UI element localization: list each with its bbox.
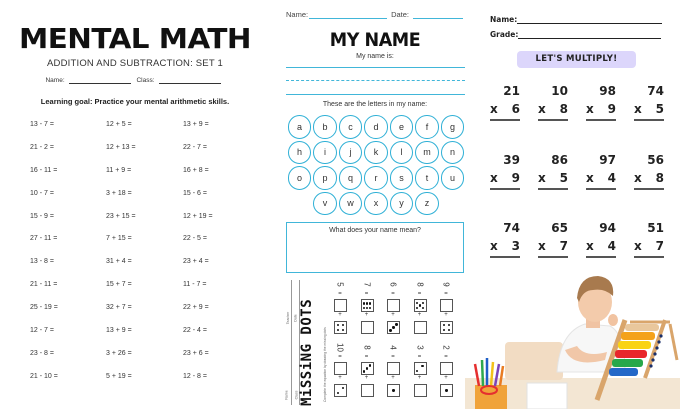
dice-box xyxy=(334,384,347,397)
letter-circle[interactable]: u xyxy=(441,166,465,190)
multiply-row xyxy=(470,153,680,198)
equals-sign: = xyxy=(391,291,395,297)
dot xyxy=(416,302,418,304)
equation-total: 9 xyxy=(441,282,451,287)
multiplier-row xyxy=(538,171,568,185)
letter-circle[interactable]: q xyxy=(339,166,363,190)
equation-total: 10 xyxy=(335,343,345,352)
letter-circle[interactable]: z xyxy=(415,192,439,216)
answer-line[interactable] xyxy=(586,188,616,190)
problem: 22 - 7 = xyxy=(183,143,207,151)
empty-dice-box[interactable] xyxy=(387,362,400,375)
problem: 13 - 8 = xyxy=(30,258,54,266)
problem: 15 + 7 = xyxy=(106,281,132,289)
dot xyxy=(419,304,421,306)
dice-box xyxy=(440,321,453,334)
letter-circle[interactable]: a xyxy=(288,115,312,139)
multiplicand: 39 xyxy=(503,153,520,167)
dice-box xyxy=(387,384,400,397)
problem: 23 + 15 = xyxy=(106,212,136,220)
dice-box xyxy=(361,362,374,375)
dots-equation xyxy=(332,341,348,403)
times-sign: x xyxy=(538,102,546,116)
multiplier-row xyxy=(538,239,568,253)
missing-dots-worksheet xyxy=(279,278,467,409)
letter-circle[interactable]: p xyxy=(313,166,337,190)
class-label: Class xyxy=(294,390,299,400)
answer-line[interactable] xyxy=(538,119,568,121)
name-meaning-box[interactable] xyxy=(286,222,464,273)
name-line[interactable] xyxy=(69,83,131,84)
dot xyxy=(421,365,423,367)
times-sign: x xyxy=(586,239,594,253)
problem: 16 + 8 = xyxy=(183,166,209,174)
multiply-problem xyxy=(634,84,664,121)
problem: 32 + 7 = xyxy=(106,304,132,312)
date-label: Date: xyxy=(391,10,410,19)
problem: 21 - 10 = xyxy=(30,372,58,380)
plus-sign: + xyxy=(364,312,369,318)
multiplicand: 74 xyxy=(647,84,664,98)
letter-row xyxy=(286,141,466,165)
multiplier-row xyxy=(586,171,616,185)
answer-line[interactable] xyxy=(634,188,664,190)
multiplicand: 74 xyxy=(503,221,520,235)
dot xyxy=(422,302,424,304)
dots-equation xyxy=(438,341,454,403)
letter-circle[interactable]: d xyxy=(364,115,388,139)
multiplier-row xyxy=(634,102,664,116)
dots-equation xyxy=(412,278,428,340)
dot xyxy=(337,329,339,331)
problem: 3 + 18 = xyxy=(106,189,132,197)
dot xyxy=(369,307,371,309)
multiplier: 7 xyxy=(559,239,568,253)
dot xyxy=(422,307,424,309)
dice-box xyxy=(440,384,453,397)
equation-total: 4 xyxy=(388,345,398,350)
date-label: Date xyxy=(293,314,298,322)
problem: 5 + 19 = xyxy=(106,372,132,380)
equation-total: 8 xyxy=(362,345,371,350)
multiply-problem xyxy=(586,153,616,190)
problem: 23 + 4 = xyxy=(183,258,209,266)
multiply-row xyxy=(470,84,680,129)
problem-row xyxy=(30,350,260,373)
multiplier: 4 xyxy=(607,171,616,185)
problem: 11 - 7 = xyxy=(183,281,207,289)
dots-equation xyxy=(438,278,454,340)
letter-circle[interactable]: v xyxy=(313,192,337,216)
multiply-problem xyxy=(586,221,616,258)
multiplier: 8 xyxy=(559,102,568,116)
letter-row xyxy=(286,192,466,216)
times-sign: x xyxy=(490,239,498,253)
multiplier: 8 xyxy=(655,171,664,185)
answer-line[interactable] xyxy=(586,119,616,121)
letter-circle[interactable]: s xyxy=(390,166,414,190)
dot xyxy=(363,307,365,309)
mental-math-subtitle: ADDITION AND SUBTRACTION: SET 1 xyxy=(47,58,223,69)
dot xyxy=(443,329,445,331)
equation-total: 2 xyxy=(441,345,451,350)
problem: 21 - 11 = xyxy=(30,281,58,289)
problem-row xyxy=(30,258,260,281)
dot xyxy=(445,389,447,391)
dot xyxy=(366,367,368,369)
dot xyxy=(342,329,344,331)
plus-sign: + xyxy=(391,312,395,318)
multiplicand: 56 xyxy=(647,153,664,167)
times-sign: x xyxy=(538,239,546,253)
multiply-problem xyxy=(538,221,568,258)
multiply-problem xyxy=(586,84,616,121)
times-sign: x xyxy=(538,171,546,185)
dot xyxy=(363,302,365,304)
dot xyxy=(389,329,391,331)
empty-dice-box[interactable] xyxy=(387,299,400,312)
problem: 22 - 5 = xyxy=(183,235,207,243)
letter-circle[interactable]: e xyxy=(390,115,414,139)
name-meaning-prompt: What does your name mean? xyxy=(329,227,421,234)
letter-circle[interactable]: f xyxy=(415,115,439,139)
multiplier: 9 xyxy=(511,171,520,185)
problem-row xyxy=(30,281,260,304)
problem: 15 - 9 = xyxy=(30,212,54,220)
equation-total: 8 xyxy=(415,282,424,287)
problem-row xyxy=(30,167,260,190)
dice-box xyxy=(414,362,427,375)
multiply-problem xyxy=(634,153,664,190)
plus-sign: + xyxy=(417,312,422,318)
dot xyxy=(366,307,368,309)
name-label: Name: xyxy=(45,77,65,84)
equals-sign: = xyxy=(364,291,369,297)
field-line-1 xyxy=(291,280,292,405)
writing-line-mid[interactable] xyxy=(286,80,465,81)
equals-sign: = xyxy=(338,291,342,297)
problem: 12 - 8 = xyxy=(183,372,207,380)
multiplicand: 94 xyxy=(599,221,616,235)
name-date-row xyxy=(286,10,464,19)
plus-sign: + xyxy=(444,375,448,381)
my-name-is-label: My name is: xyxy=(356,53,394,60)
dot xyxy=(448,329,450,331)
multiplier-row xyxy=(490,102,520,116)
name-class-row xyxy=(0,77,270,84)
times-sign: x xyxy=(586,171,594,185)
letter-circle[interactable]: r xyxy=(364,166,388,190)
multiplier: 4 xyxy=(607,239,616,253)
multiplier: 9 xyxy=(607,102,616,116)
multiplier-row xyxy=(634,239,664,253)
my-name-title: MY NAME xyxy=(329,29,421,51)
dots-equation xyxy=(359,341,375,403)
problem-row xyxy=(30,327,260,350)
dot xyxy=(342,387,344,389)
problem: 25 - 19 = xyxy=(30,304,58,312)
problem-row xyxy=(30,144,260,167)
letter-circles xyxy=(286,115,466,217)
photo-illustration xyxy=(465,260,680,409)
dot xyxy=(448,324,450,326)
equation-total: 7 xyxy=(362,282,371,287)
my-name-worksheet xyxy=(280,0,465,275)
learning-goal: Learning goal: Practice your mental arithmetic skills. xyxy=(40,97,230,106)
problem: 15 - 6 = xyxy=(183,189,207,197)
multiplicand: 10 xyxy=(551,84,568,98)
multiplicand: 86 xyxy=(551,153,568,167)
letter-circle[interactable]: g xyxy=(441,115,465,139)
empty-dice-box[interactable] xyxy=(414,384,427,397)
problem-grid xyxy=(30,121,260,396)
times-sign: x xyxy=(490,102,498,116)
name-field xyxy=(490,15,662,24)
dots-equation xyxy=(359,278,375,340)
problem: 12 + 19 = xyxy=(183,212,213,220)
name-line[interactable] xyxy=(517,16,662,24)
plus-sign: + xyxy=(338,312,342,318)
problem-row xyxy=(30,373,260,396)
multiply-problem xyxy=(538,153,568,190)
equation-total: 3 xyxy=(415,345,424,350)
dots-equation xyxy=(332,278,348,340)
grade-field xyxy=(490,30,661,39)
dots-equation xyxy=(385,278,401,340)
plus-sign: + xyxy=(417,375,422,381)
dot xyxy=(395,323,397,325)
dots-equation xyxy=(385,341,401,403)
multiplier-row xyxy=(490,171,520,185)
missing-dots-title: MiSSiNG DOTS xyxy=(299,298,315,406)
equation-total: 5 xyxy=(335,282,345,287)
multiplier: 5 xyxy=(655,102,664,116)
answer-line[interactable] xyxy=(538,256,568,258)
letters-label: These are the letters in my name: xyxy=(322,101,428,108)
letter-row xyxy=(286,115,466,139)
dice-box xyxy=(334,321,347,334)
dot xyxy=(342,324,344,326)
problem: 22 + 9 = xyxy=(183,304,209,312)
times-sign: x xyxy=(634,171,642,185)
equals-sign: = xyxy=(364,354,369,360)
letter-circle[interactable]: c xyxy=(339,115,363,139)
dot xyxy=(392,389,394,391)
equals-sign: = xyxy=(444,354,448,360)
multiplicand: 21 xyxy=(503,84,520,98)
letter-circle[interactable]: l xyxy=(390,141,414,165)
times-sign: x xyxy=(490,171,498,185)
name-line[interactable] xyxy=(309,11,387,19)
empty-dice-box[interactable] xyxy=(414,321,427,334)
lets-multiply-badge: LET'S MULTIPLY! xyxy=(517,51,636,68)
letter-circle[interactable]: w xyxy=(339,192,363,216)
problem: 31 + 4 = xyxy=(106,258,132,266)
letter-circle[interactable]: k xyxy=(364,141,388,165)
dot xyxy=(369,302,371,304)
multiplier-row xyxy=(586,239,616,253)
problem: 12 + 5 = xyxy=(106,121,132,128)
multiply-worksheet xyxy=(470,0,680,270)
problem: 16 - 11 = xyxy=(30,166,58,174)
name-label: Name: xyxy=(286,10,309,19)
writing-line-bottom[interactable] xyxy=(286,94,465,95)
letter-circle[interactable]: j xyxy=(339,141,363,165)
dot xyxy=(443,324,445,326)
times-sign: x xyxy=(586,102,594,116)
date-line[interactable] xyxy=(413,11,463,19)
class-line[interactable] xyxy=(159,83,221,84)
answer-line[interactable] xyxy=(586,256,616,258)
answer-line[interactable] xyxy=(490,119,520,121)
problem: 7 + 15 = xyxy=(106,235,132,243)
problem: 10 - 7 = xyxy=(30,189,54,197)
problem: 22 - 4 = xyxy=(183,327,207,335)
dot xyxy=(337,392,339,394)
answer-line[interactable] xyxy=(490,256,520,258)
problem: 23 - 8 = xyxy=(30,349,54,357)
problem-row xyxy=(30,235,260,258)
letter-circle[interactable]: o xyxy=(288,166,312,190)
equals-sign: = xyxy=(417,354,422,360)
problem: 3 + 26 = xyxy=(106,349,132,357)
times-sign: x xyxy=(634,102,642,116)
problem: 13 - 7 = xyxy=(30,121,54,128)
dice-box xyxy=(361,299,374,312)
plus-sign: + xyxy=(364,375,369,381)
answer-line[interactable] xyxy=(538,188,568,190)
teacher-label: Teacher xyxy=(286,311,291,325)
equation-total: 6 xyxy=(388,282,398,287)
multiplicand: 97 xyxy=(599,153,616,167)
problem: 27 - 11 = xyxy=(30,235,58,243)
answer-line[interactable] xyxy=(634,256,664,258)
plus-sign: + xyxy=(338,375,342,381)
name-label: Name xyxy=(284,390,289,400)
dot xyxy=(363,370,365,372)
empty-dice-box[interactable] xyxy=(334,299,347,312)
dot xyxy=(416,370,418,372)
plus-sign: + xyxy=(444,312,448,318)
problem-row xyxy=(30,304,260,327)
letter-circle[interactable]: x xyxy=(364,192,388,216)
problem-row xyxy=(30,190,260,213)
problem: 12 - 7 = xyxy=(30,327,54,335)
missing-dots-subtitle: Complete the equation by drawing the missing dots xyxy=(323,327,327,402)
mental-math-title: MENTAL MATH xyxy=(18,22,252,55)
multiply-problem xyxy=(490,84,520,121)
grade-label: Grade: xyxy=(490,30,519,39)
class-label: Class: xyxy=(136,77,155,84)
multiplier: 6 xyxy=(511,102,520,116)
multiplicand: 65 xyxy=(551,221,568,235)
mental-math-worksheet xyxy=(0,0,270,409)
dot xyxy=(369,364,371,366)
grade-line[interactable] xyxy=(518,31,661,39)
multiplier: 7 xyxy=(655,239,664,253)
problem: 11 + 9 = xyxy=(106,166,132,174)
multiplier-row xyxy=(634,171,664,185)
dot xyxy=(366,302,368,304)
empty-dice-box[interactable] xyxy=(440,299,453,312)
empty-dice-box[interactable] xyxy=(361,321,374,334)
multiply-problem xyxy=(490,153,520,190)
plus-sign: + xyxy=(391,375,395,381)
equals-sign: = xyxy=(391,354,395,360)
writing-line-top[interactable] xyxy=(286,67,465,68)
equals-sign: = xyxy=(417,291,422,297)
letter-circle[interactable]: b xyxy=(313,115,337,139)
letter-circle[interactable]: m xyxy=(415,141,439,165)
times-sign: x xyxy=(634,239,642,253)
problem: 13 + 9 = xyxy=(183,121,209,128)
dice-box xyxy=(387,321,400,334)
equals-sign: = xyxy=(444,291,448,297)
problem: 21 - 2 = xyxy=(30,143,54,151)
empty-dice-box[interactable] xyxy=(440,362,453,375)
letter-circle[interactable]: h xyxy=(288,141,312,165)
multiplier-row xyxy=(490,239,520,253)
multiplicand: 51 xyxy=(647,221,664,235)
dots-equation xyxy=(412,341,428,403)
letter-row xyxy=(286,166,466,190)
problem-row xyxy=(30,121,260,144)
problem: 23 + 6 = xyxy=(183,349,209,357)
problem: 12 + 13 = xyxy=(106,143,136,151)
dot xyxy=(392,326,394,328)
dot xyxy=(416,307,418,309)
multiplicand: 98 xyxy=(599,84,616,98)
letter-circle[interactable]: i xyxy=(313,141,337,165)
dice-box xyxy=(414,299,427,312)
equals-sign: = xyxy=(338,354,342,360)
letter-circle[interactable]: y xyxy=(390,192,414,216)
multiplier: 3 xyxy=(511,239,520,253)
empty-dice-box[interactable] xyxy=(361,384,374,397)
multiplier-row xyxy=(586,102,616,116)
multiplier-row xyxy=(538,102,568,116)
problem-row xyxy=(30,213,260,236)
letter-circle[interactable]: t xyxy=(415,166,439,190)
letter-circle[interactable]: n xyxy=(441,141,465,165)
boy-with-abacus-photo xyxy=(465,260,680,409)
multiply-problem xyxy=(538,84,568,121)
answer-line[interactable] xyxy=(634,119,664,121)
problem: 13 + 9 = xyxy=(106,327,132,335)
empty-dice-box[interactable] xyxy=(334,362,347,375)
multiply-problem xyxy=(634,221,664,258)
multiply-problem xyxy=(490,221,520,258)
answer-line[interactable] xyxy=(490,188,520,190)
multiplier: 5 xyxy=(559,171,568,185)
dot xyxy=(337,324,339,326)
name-label: Name: xyxy=(490,15,518,24)
